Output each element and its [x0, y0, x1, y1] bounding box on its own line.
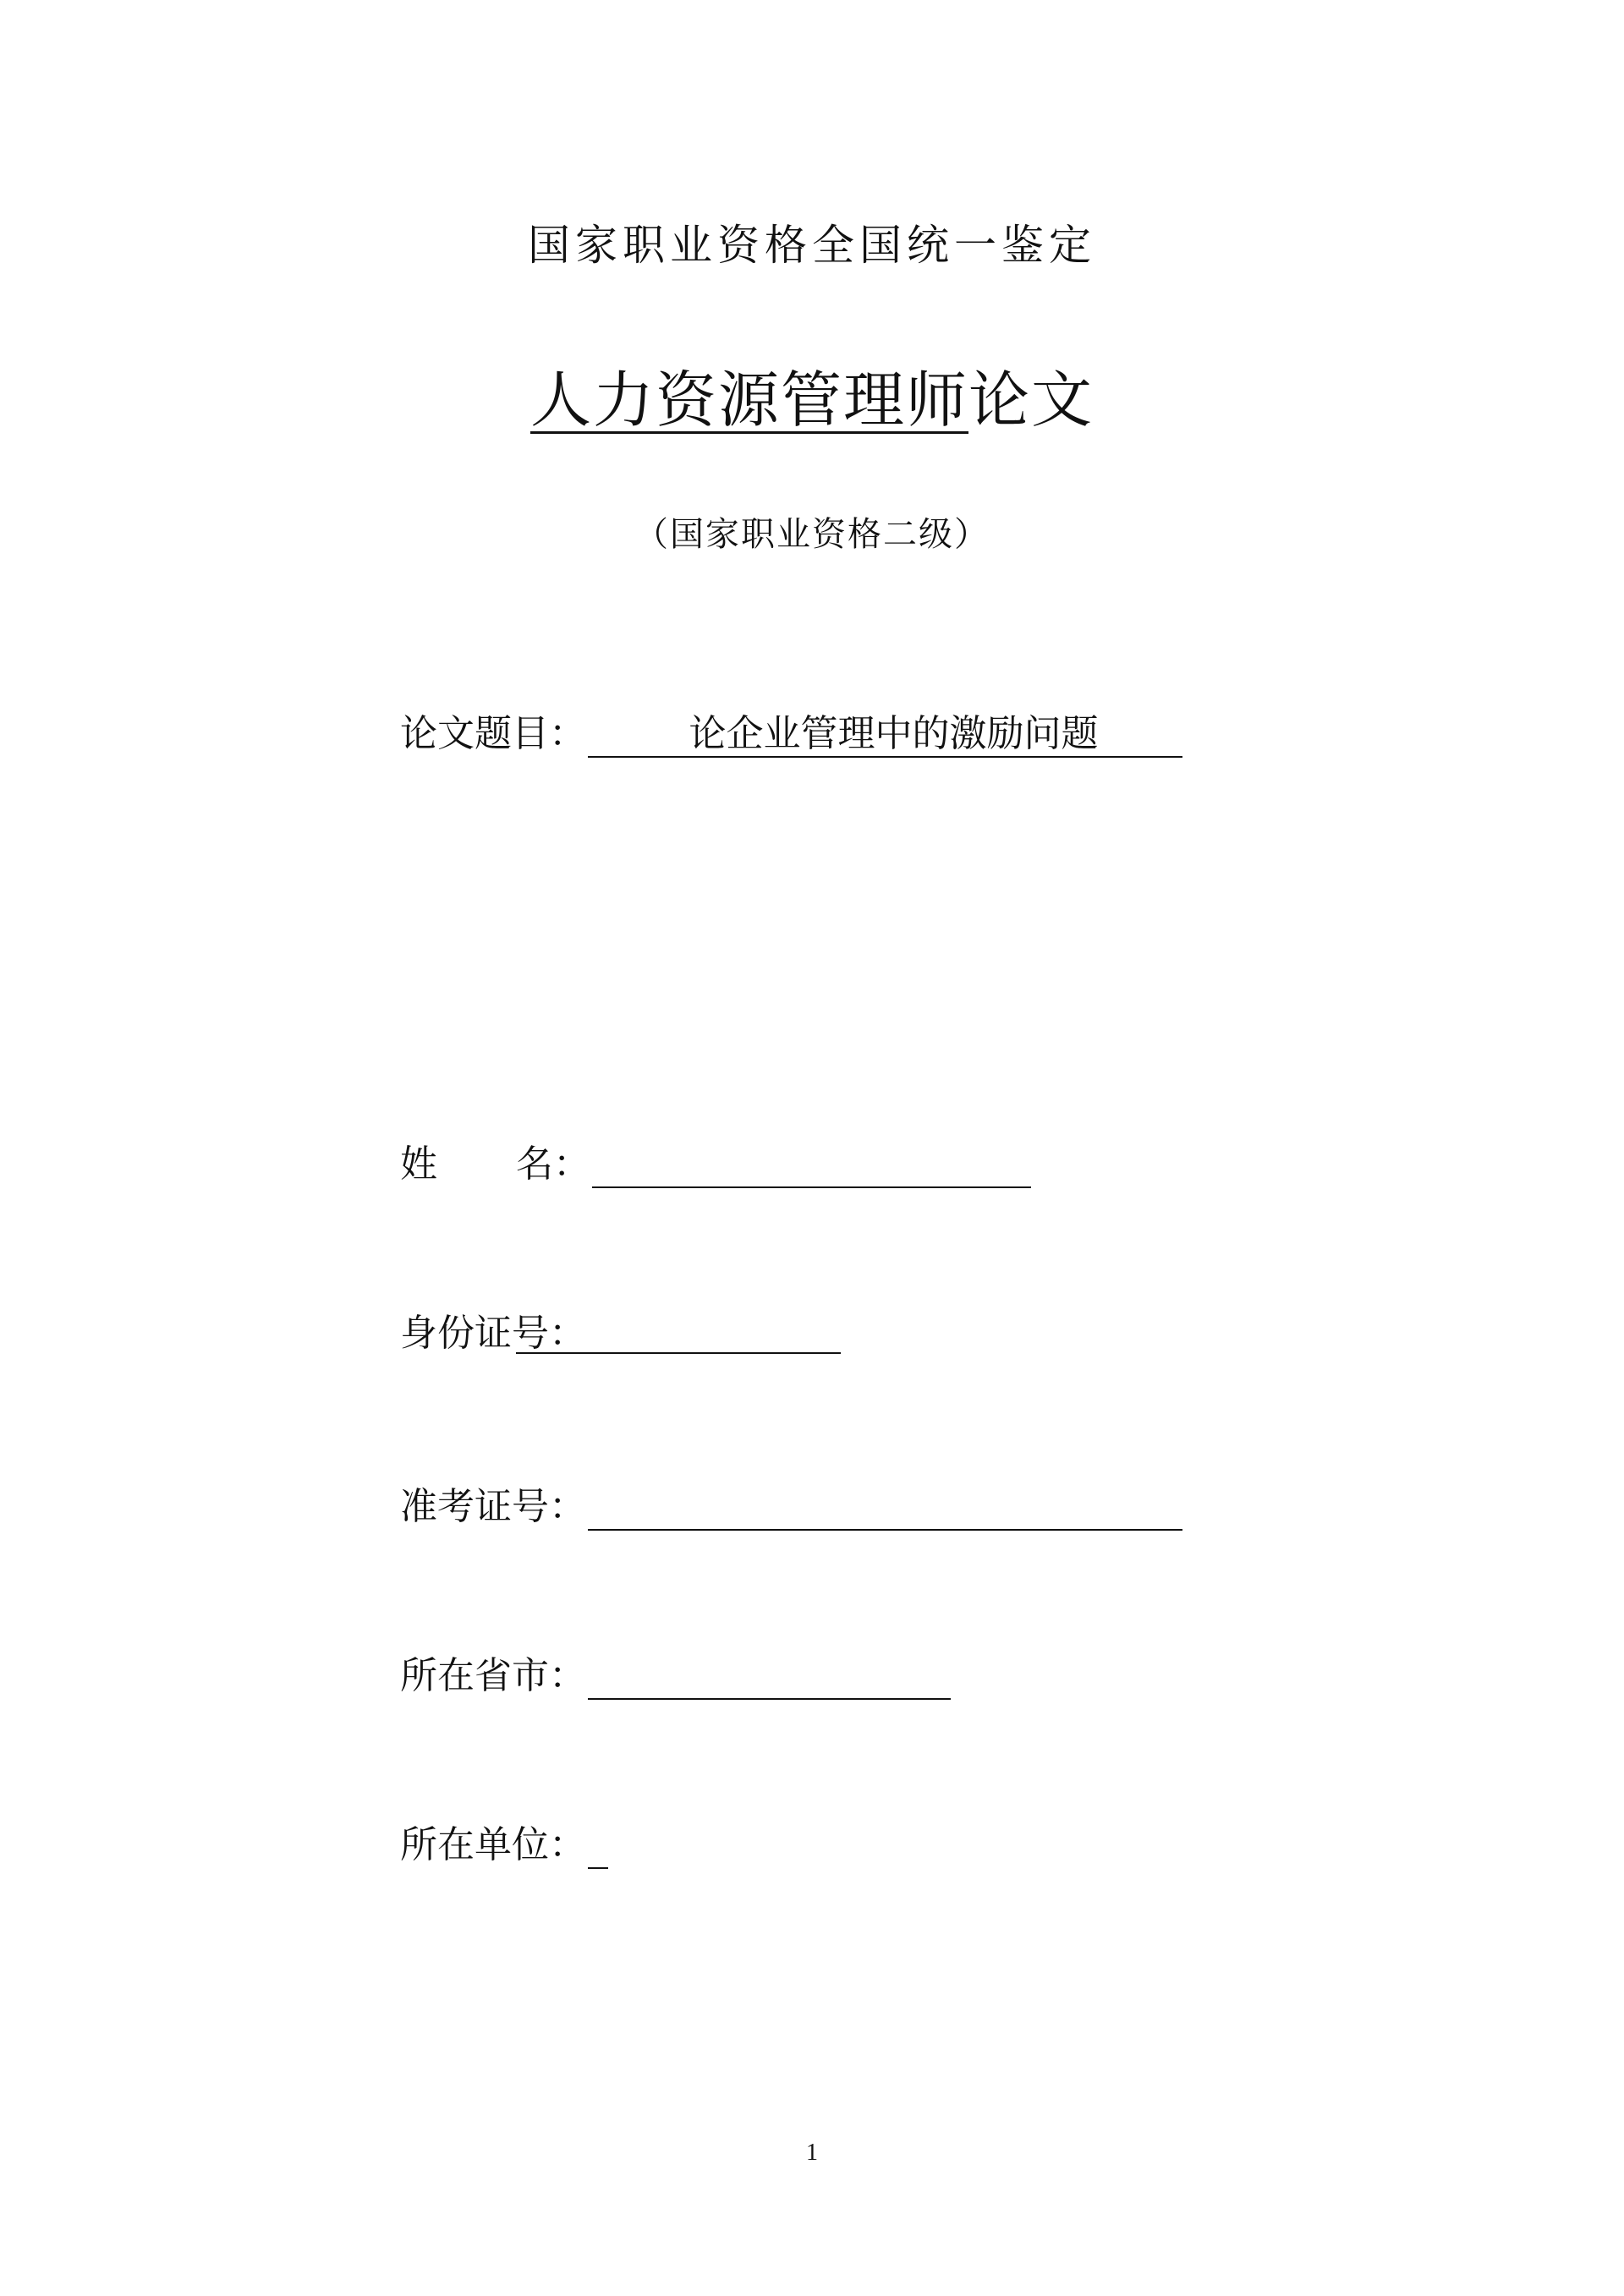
field-name-label-first: 姓 — [400, 1143, 437, 1186]
field-id-number-underline — [516, 1307, 841, 1354]
field-id-number-label: 身份证号： — [400, 1312, 586, 1355]
field-paper-title-line — [588, 710, 1182, 758]
exam-name-heading: 国家职业资格全国统一鉴定 — [528, 221, 1096, 270]
field-region — [400, 1649, 951, 1700]
field-paper-title-value: 论企业管理中的激励问题 — [689, 712, 1099, 755]
field-exam-number-label: 准考证号： — [400, 1485, 586, 1528]
field-name-label-second: 名： — [516, 1143, 590, 1186]
field-name — [400, 1137, 1031, 1188]
page-number: 1 — [806, 2140, 818, 2166]
paper-title — [0, 351, 1624, 439]
field-exam-number-line — [588, 1483, 1182, 1531]
paper-title-rest: 论文 — [968, 364, 1095, 436]
field-region-label: 所在省市： — [400, 1654, 586, 1697]
field-paper-title-label: 论文题目： — [400, 712, 586, 755]
field-name-label — [400, 1141, 590, 1188]
qualification-level: （国家职业资格二级） — [634, 515, 990, 554]
field-unit — [400, 1818, 608, 1869]
field-name-line — [592, 1141, 1031, 1188]
field-paper-title — [400, 707, 1182, 758]
field-unit-label: 所在单位： — [400, 1823, 586, 1866]
field-exam-number — [400, 1480, 1182, 1531]
field-region-line — [588, 1652, 951, 1700]
paper-title-underlined: 人力资源管理师 — [529, 364, 968, 436]
field-unit-line — [588, 1822, 608, 1869]
